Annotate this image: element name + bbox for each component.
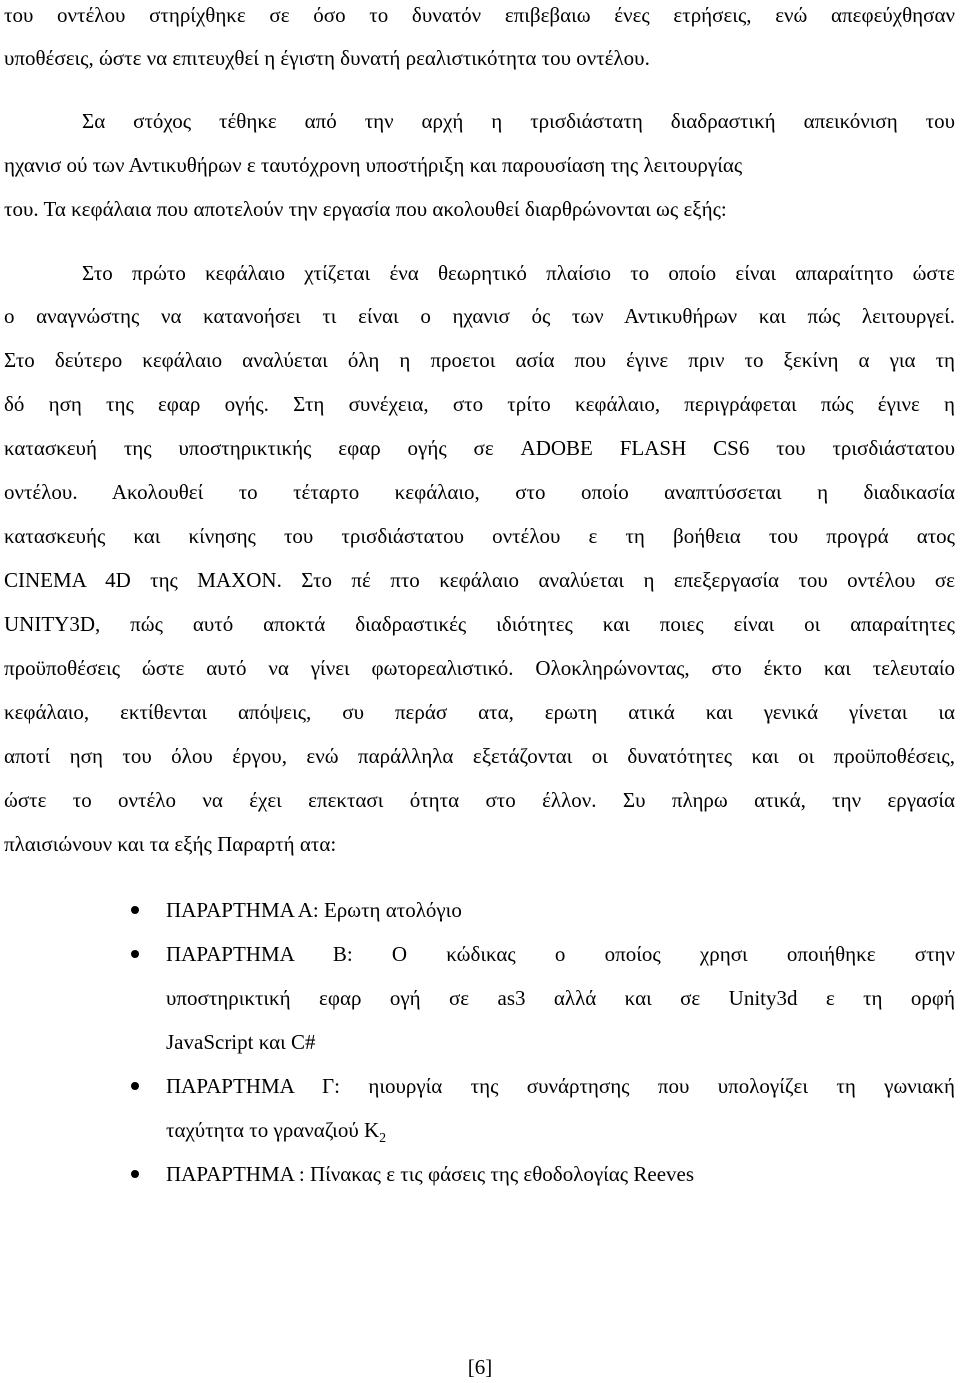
text-line: προϋποθέσεις ώστε αυτό να γίνει φωτορεαλιστικό. Ολοκληρώνοντας, στο έκτο και τελευταίο xyxy=(4,656,955,680)
bullet-icon xyxy=(131,1170,139,1178)
appendix-line xyxy=(166,1117,387,1147)
bullet-icon xyxy=(131,906,139,914)
text-line: δό ηση της εφαρ ογής. Στη συνέχεια, στο τρίτο κεφάλαιο, περιγράφεται πώς έγινε η xyxy=(4,392,955,416)
subscript: 2 xyxy=(379,1131,387,1147)
text-line: CINEMA 4D της MAXON. Στο πέ πτο κεφάλαιο αναλύεται η επεξεργασία του οντέλου σε xyxy=(4,568,955,592)
text-line: Σα στόχος τέθηκε από την αρχή η τρισδιάστατη διαδραστική απεικόνιση του xyxy=(82,109,955,133)
bullet-icon xyxy=(131,1082,139,1090)
appendix-line: JavaScript και C# xyxy=(166,1030,316,1054)
bullet-icon xyxy=(131,950,139,958)
text-line: πλαισιώνουν και τα εξής Παραρτή ατα: xyxy=(4,832,337,856)
text-line: υποθέσεις, ώστε να επιτευχθεί η έγιστη δυνατή ρεαλιστικότητα του οντέλου. xyxy=(4,46,650,70)
text-line: αποτί ηση του όλου έργου, ενώ παράλληλα εξετάζονται οι δυνατότητες και οι προϋποθέσεις, xyxy=(4,744,955,768)
text-line: Στο δεύτερο κεφάλαιο αναλύεται όλη η προετοι ασία που έγινε πριν το ξεκίνη α για τη xyxy=(4,348,955,372)
text-line: Στο πρώτο κεφάλαιο χτίζεται ένα θεωρητικό πλαίσιο το οποίο είναι απαραίτητο ώστε xyxy=(82,261,955,285)
appendix-line: ΠΑΡΑΡΤΗΜΑ Α: Ερωτη ατολόγιο xyxy=(166,898,462,922)
text-line: οντέλου. Ακολουθεί το τέταρτο κεφάλαιο, στο οποίο αναπτύσσεται η διαδικασία xyxy=(4,480,955,504)
page-number: [6] xyxy=(467,1355,493,1379)
text-line: κεφάλαιο, εκτίθενται απόψεις, συ περάσ ατα, ερωτη ατικά και γενικά γίνεται ια xyxy=(4,700,955,724)
text-line: κατασκευή της υποστηρικτικής εφαρ ογής σε ADOBE FLASH CS6 του τρισδιάστατου xyxy=(4,436,955,460)
appendix-line: ΠΑΡΑΡΤΗΜΑ Γ: ηιουργία της συνάρτησης που υπολογίζει τη γωνιακή xyxy=(166,1074,955,1098)
text-line: ηχανισ ού των Αντικυθήρων ε ταυτόχρονη υποστήριξη και παρουσίαση της λειτουργίας xyxy=(4,153,743,177)
text-line: ο αναγνώστης να κατανοήσει τι είναι ο ηχανισ ός των Αντικυθήρων και πώς λειτουργεί. xyxy=(4,304,955,328)
appendix-line: υποστηρικτική εφαρ ογή σε as3 αλλά και σε Unity3d ε τη ορφή xyxy=(166,986,955,1010)
text-line: κατασκευής και κίνησης του τρισδιάστατου οντέλου ε τη βοήθεια του προγρά ατος xyxy=(4,524,955,548)
appendix-line: ΠΑΡΑΡΤΗΜΑ Β: Ο κώδικας ο οποίος χρησι οποιήθηκε στην xyxy=(166,942,955,966)
appendix-line-text: ταχύτητα το γραναζιού Κ xyxy=(166,1118,380,1142)
text-line: ώστε το οντέλο να έχει επεκτασι ότητα στο έλλον. Συ πληρω ατικά, την εργασία xyxy=(4,788,955,812)
text-line: UNITY3D, πώς αυτό αποκτά διαδραστικές ιδιότητες και ποιες είναι οι απαραίτητες xyxy=(4,612,955,636)
text-line: του οντέλου στηρίχθηκε σε όσο το δυνατόν επιβεβαιω ένες ετρήσεις, ενώ απεφεύχθησαν xyxy=(4,3,955,27)
text-line: του. Τα κεφάλαια που αποτελούν την εργασία που ακολουθεί διαρθρώνονται ως εξής: xyxy=(4,197,727,221)
appendix-line: ΠΑΡΑΡΤΗΜΑ : Πίνακας ε τις φάσεις της εθοδολογίας Reeves xyxy=(166,1162,695,1186)
